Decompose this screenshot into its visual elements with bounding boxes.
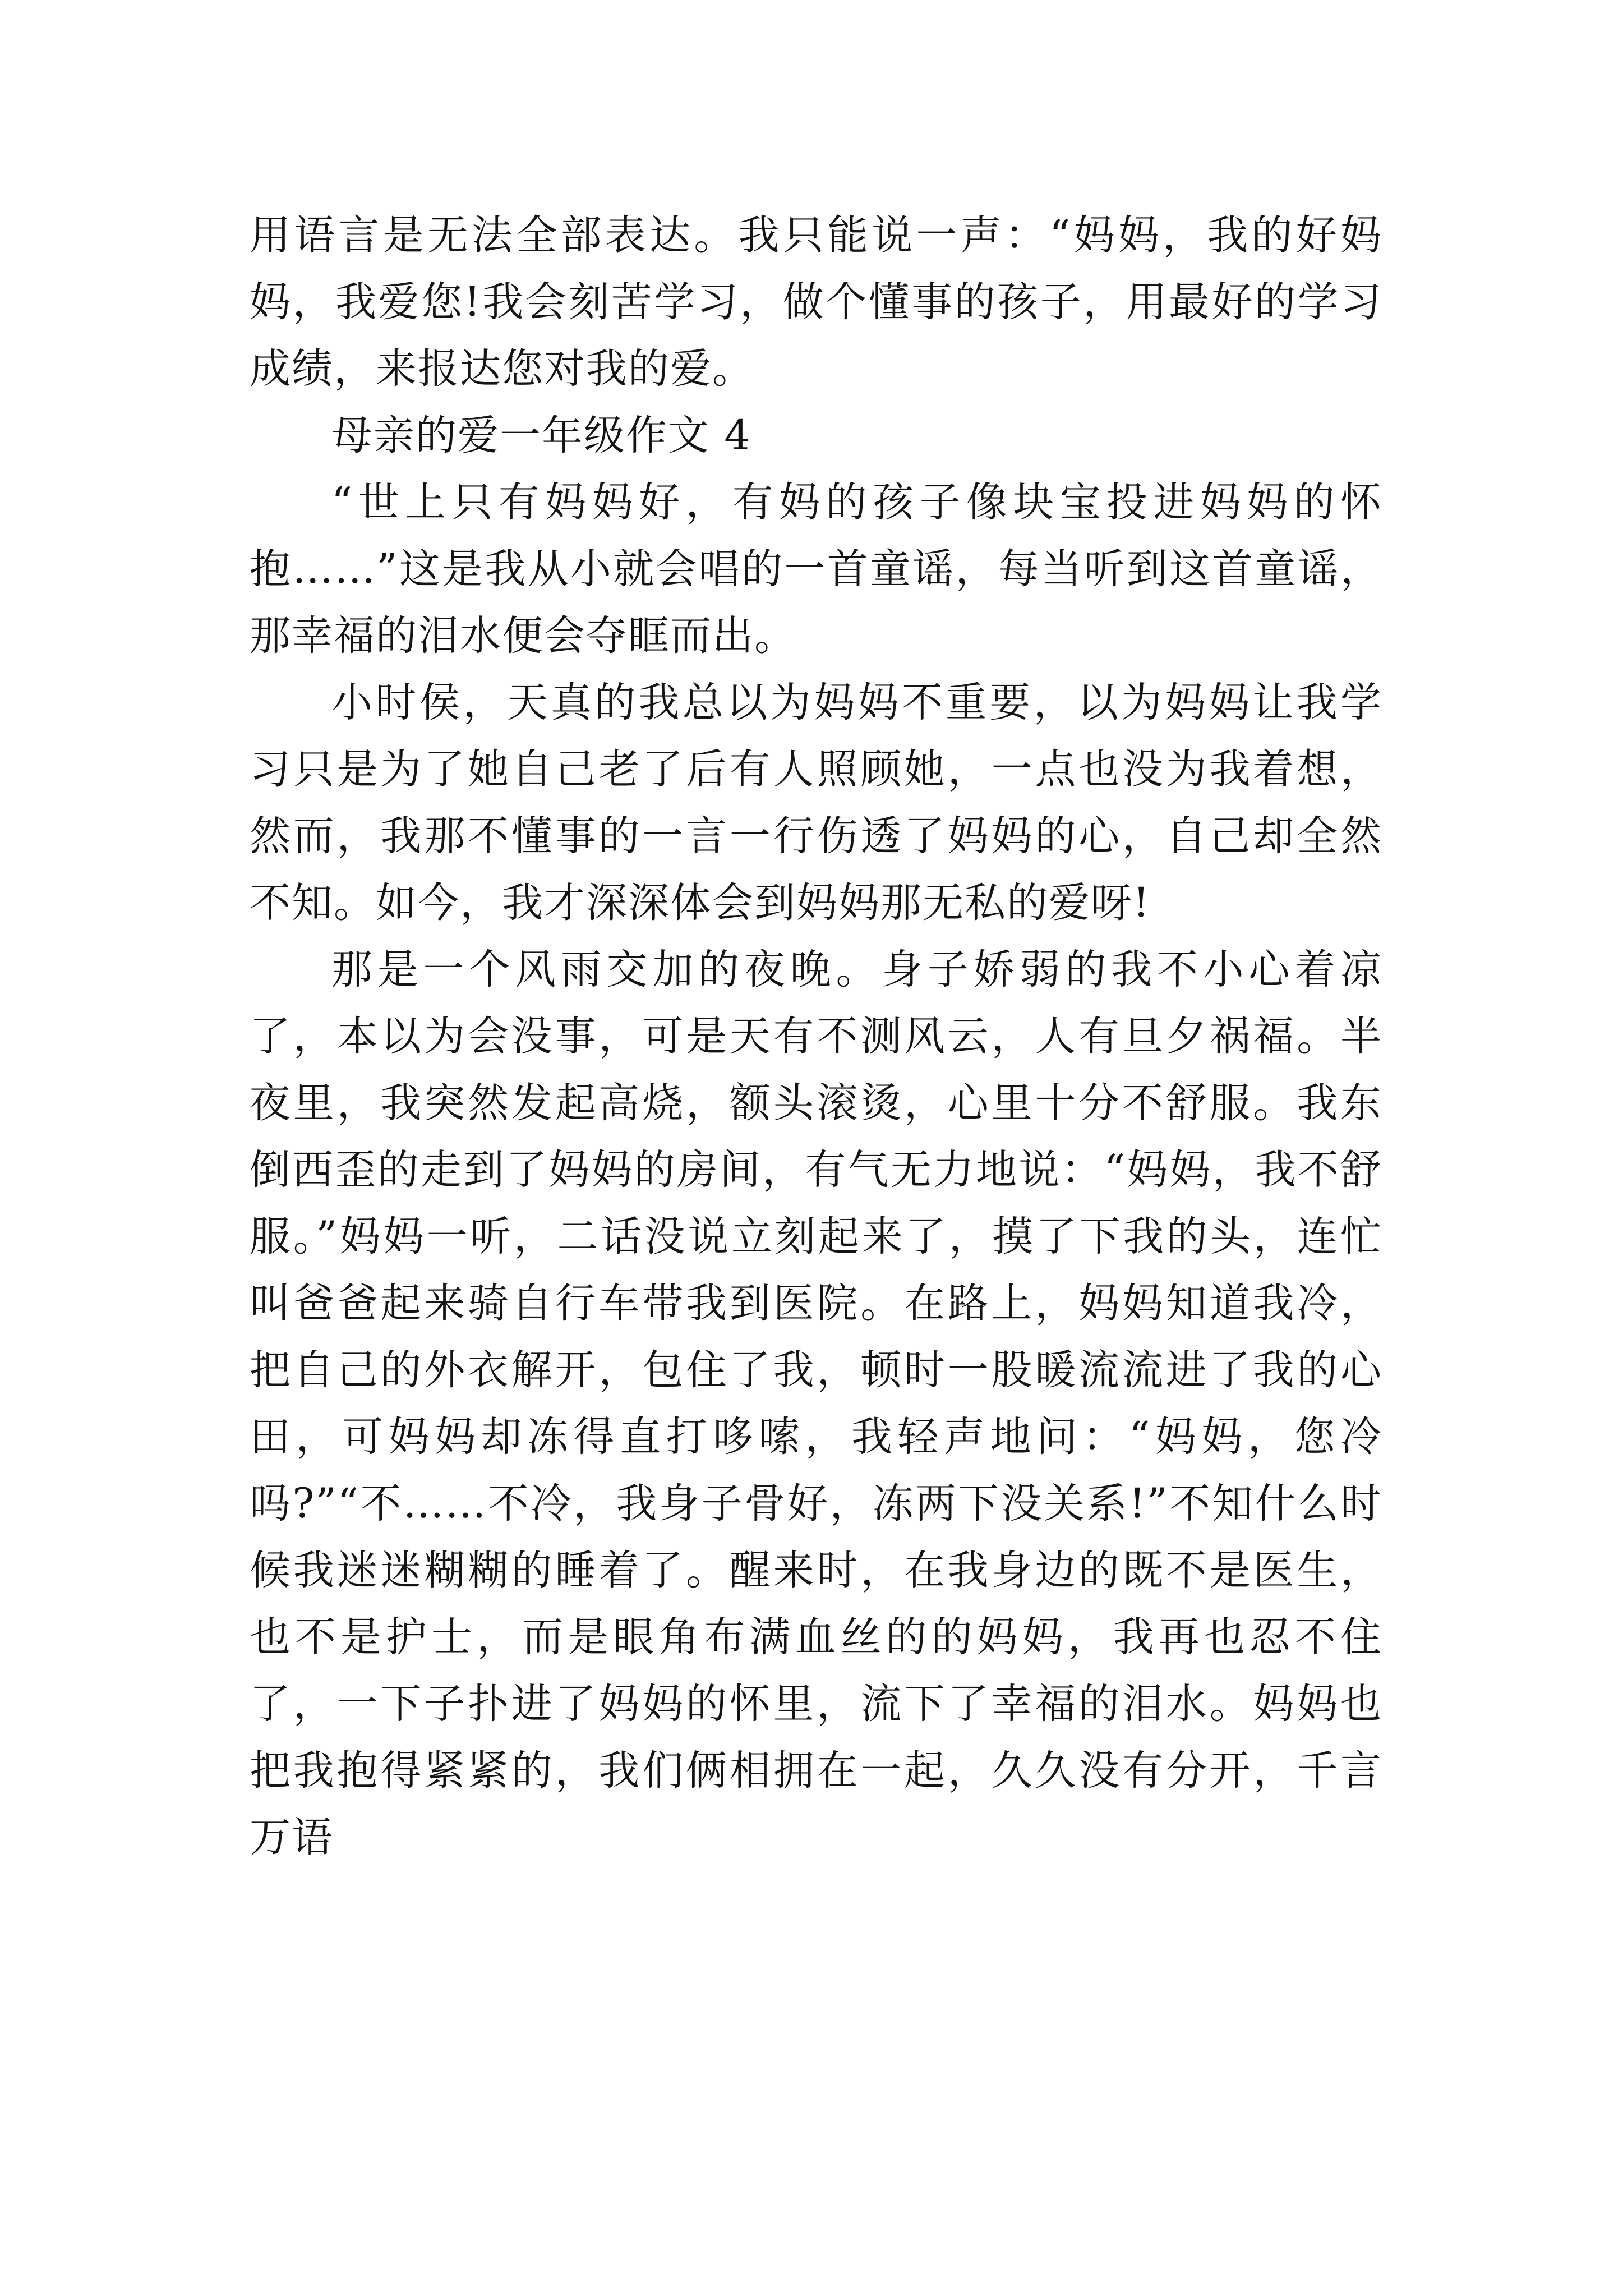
- paragraph-continued: 用语言是无法全部表达。我只能说一声：“妈妈，我的好妈妈，我爱您!我会刻苦学习，做个懂事的孩子，用最好的学习成绩，来报达您对我的爱。: [250, 211, 1382, 393]
- section-heading: 母亲的爱一年级作文 4: [331, 412, 751, 459]
- paragraph-childhood: 小时侯，天真的我总以为妈妈不重要，以为妈妈让我学习只是为了她自己老了后有人照顾她，一点也没为我着想，然而，我那不懂事的一言一行伤透了妈妈的心，自己却全然不知。如今，我才深深体会到妈妈那无私的爱呀!: [250, 679, 1382, 927]
- body-text: [250, 202, 1382, 1871]
- paragraph-stormy-night: 那是一个风雨交加的夜晚。身子娇弱的我不小心着凉了，本以为会没事，可是天有不测风云，人有旦夕祸福。半夜里，我突然发起高烧，额头滚烫，心里十分不舒服。我东倒西歪的走到了妈妈的房间，有气无力地说：“妈妈，我不舒服。”妈妈一听，二话没说立刻起来了，摸了下我的头，连忙叫爸爸起来骑自行车带我到医院。在路上，妈妈知道我冷，把自己的外衣解开，包住了我，顿时一股暖流流进了我的心田，可妈妈却冻得直打哆嗦，我轻声地问：“妈妈，您冷吗?”“不……不冷，我身子骨好，冻两下没关系!”不知什么时候我迷迷糊糊的睡着了。醒来时，在我身边的既不是医生，也不是护士，而是眼角布满血丝的的妈妈，我再也忍不住了，一下子扑进了妈妈的怀里，流下了幸福的泪水。妈妈也把我抱得紧紧的，我们俩相拥在一起，久久没有分开，千言万语: [250, 946, 1382, 1861]
- paragraph-song: “世上只有妈妈好，有妈的孩子像块宝投进妈妈的怀抱……”这是我从小就会唱的一首童谣，每当听到这首童谣，那幸福的泪水便会夺眶而出。: [250, 478, 1382, 660]
